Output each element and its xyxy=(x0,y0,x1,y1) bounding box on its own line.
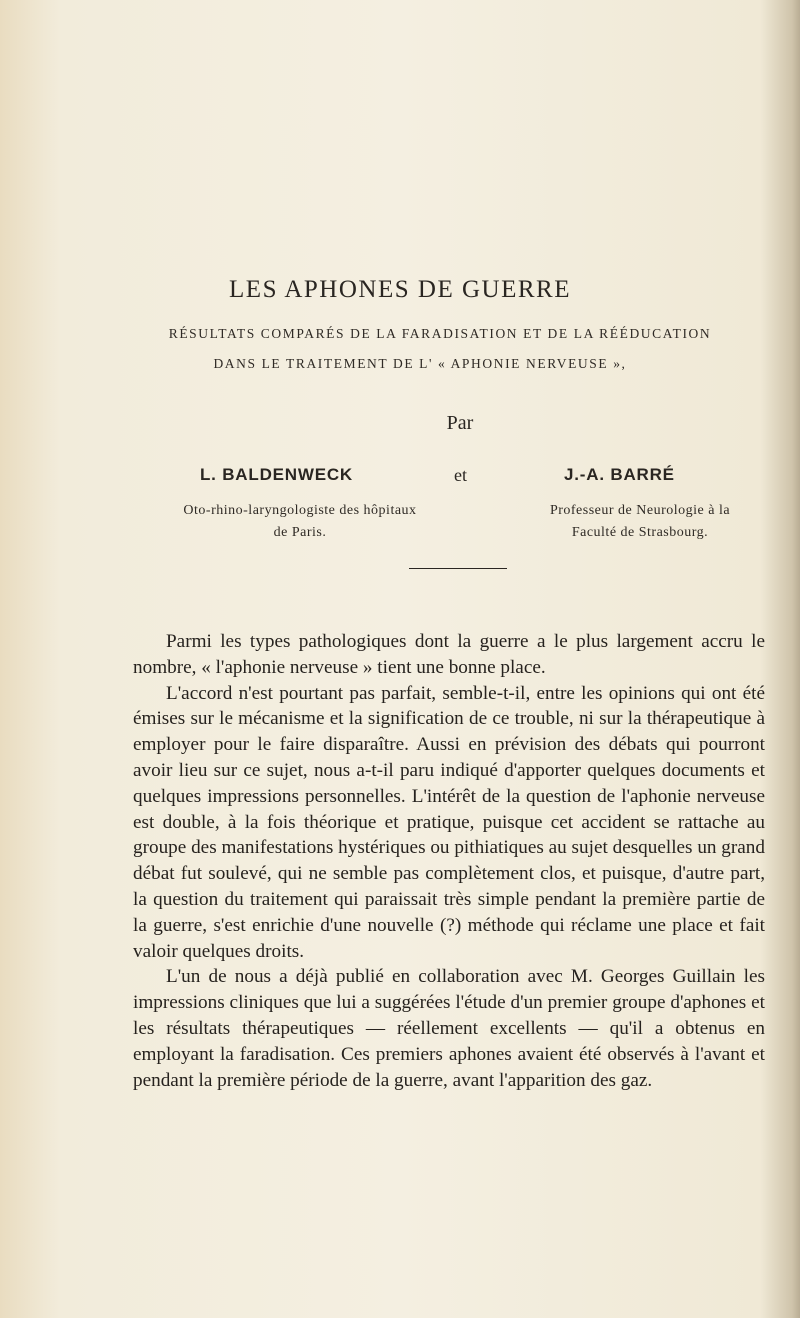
subtitle-line-1: RÉSULTATS COMPARÉS DE LA FARADISATION ET DE LA RÉÉDUCATION xyxy=(168,326,712,341)
author-baldenweck: L. BALDENWECK xyxy=(200,465,353,484)
body-paragraph: L'accord n'est pourtant pas parfait, semble-t-il, entre les opinions qui ont été émises sur le mécanisme et la signification de ce trouble, ni sur la thérapeutique à employer pour le faire disparaître. Aussi en prévision des débats qui pourront avoir lieu sur ce sujet, nous a-t-il paru indiqué d'apporter quelques documents et quelques impressions personnelles. L'intérêt de la question de l'aphonie nerveuse est double, à la fois théorique et pratique, puisque cet accident se rattache au groupe des manifestations hystériques ou pithiatiques au sujet desquelles un grand débat fut soulevé, qui ne semble pas complètement clos, et puisque, d'autre part, la question du traitement qui paraissait très simple pendant la première partie de la guerre, s'est enrichie d'une nouvelle (?) méthode qui réclame une place et fait valoir quelques droits. xyxy=(133,682,765,962)
article-title: LES APHONES DE GUERRE xyxy=(229,276,571,303)
byline-par: Par xyxy=(446,412,474,434)
separator-rule xyxy=(409,568,507,569)
author1-affiliation xyxy=(140,500,460,544)
author1-affiliation-line2: de Paris. xyxy=(273,525,327,540)
author2-affiliation xyxy=(512,500,768,544)
article-body xyxy=(133,629,765,1093)
author2-affiliation-line1: Professeur de Neurologie à la xyxy=(549,503,731,518)
subtitle-line-2: DANS LE TRAITEMENT DE L' « APHONIE NERVEUSE », xyxy=(213,356,627,371)
body-paragraph: Parmi les types pathologiques dont la guerre a le plus largement accru le nombre, « l'aphonie nerveuse » tient une bonne place. xyxy=(133,631,765,678)
author2-affiliation-line2: Faculté de Strasbourg. xyxy=(571,525,709,540)
author1-affiliation-line1: Oto-rhino-laryngologiste des hôpitaux xyxy=(183,503,417,518)
byline-and: et xyxy=(454,465,467,485)
body-paragraph: L'un de nous a déjà publié en collaboration avec M. Georges Guillain les impressions cliniques que lui a suggérées l'étude d'un premier groupe d'aphones et les résultats thérapeutiques — réellement excellents — qu'il a obtenus en employant la faradisation. Ces premiers aphones avaient été observés à l'avant et pendant la première période de la guerre, avant l'apparition des gaz. xyxy=(133,966,765,1091)
author-barre: J.-A. BARRÉ xyxy=(564,465,675,484)
